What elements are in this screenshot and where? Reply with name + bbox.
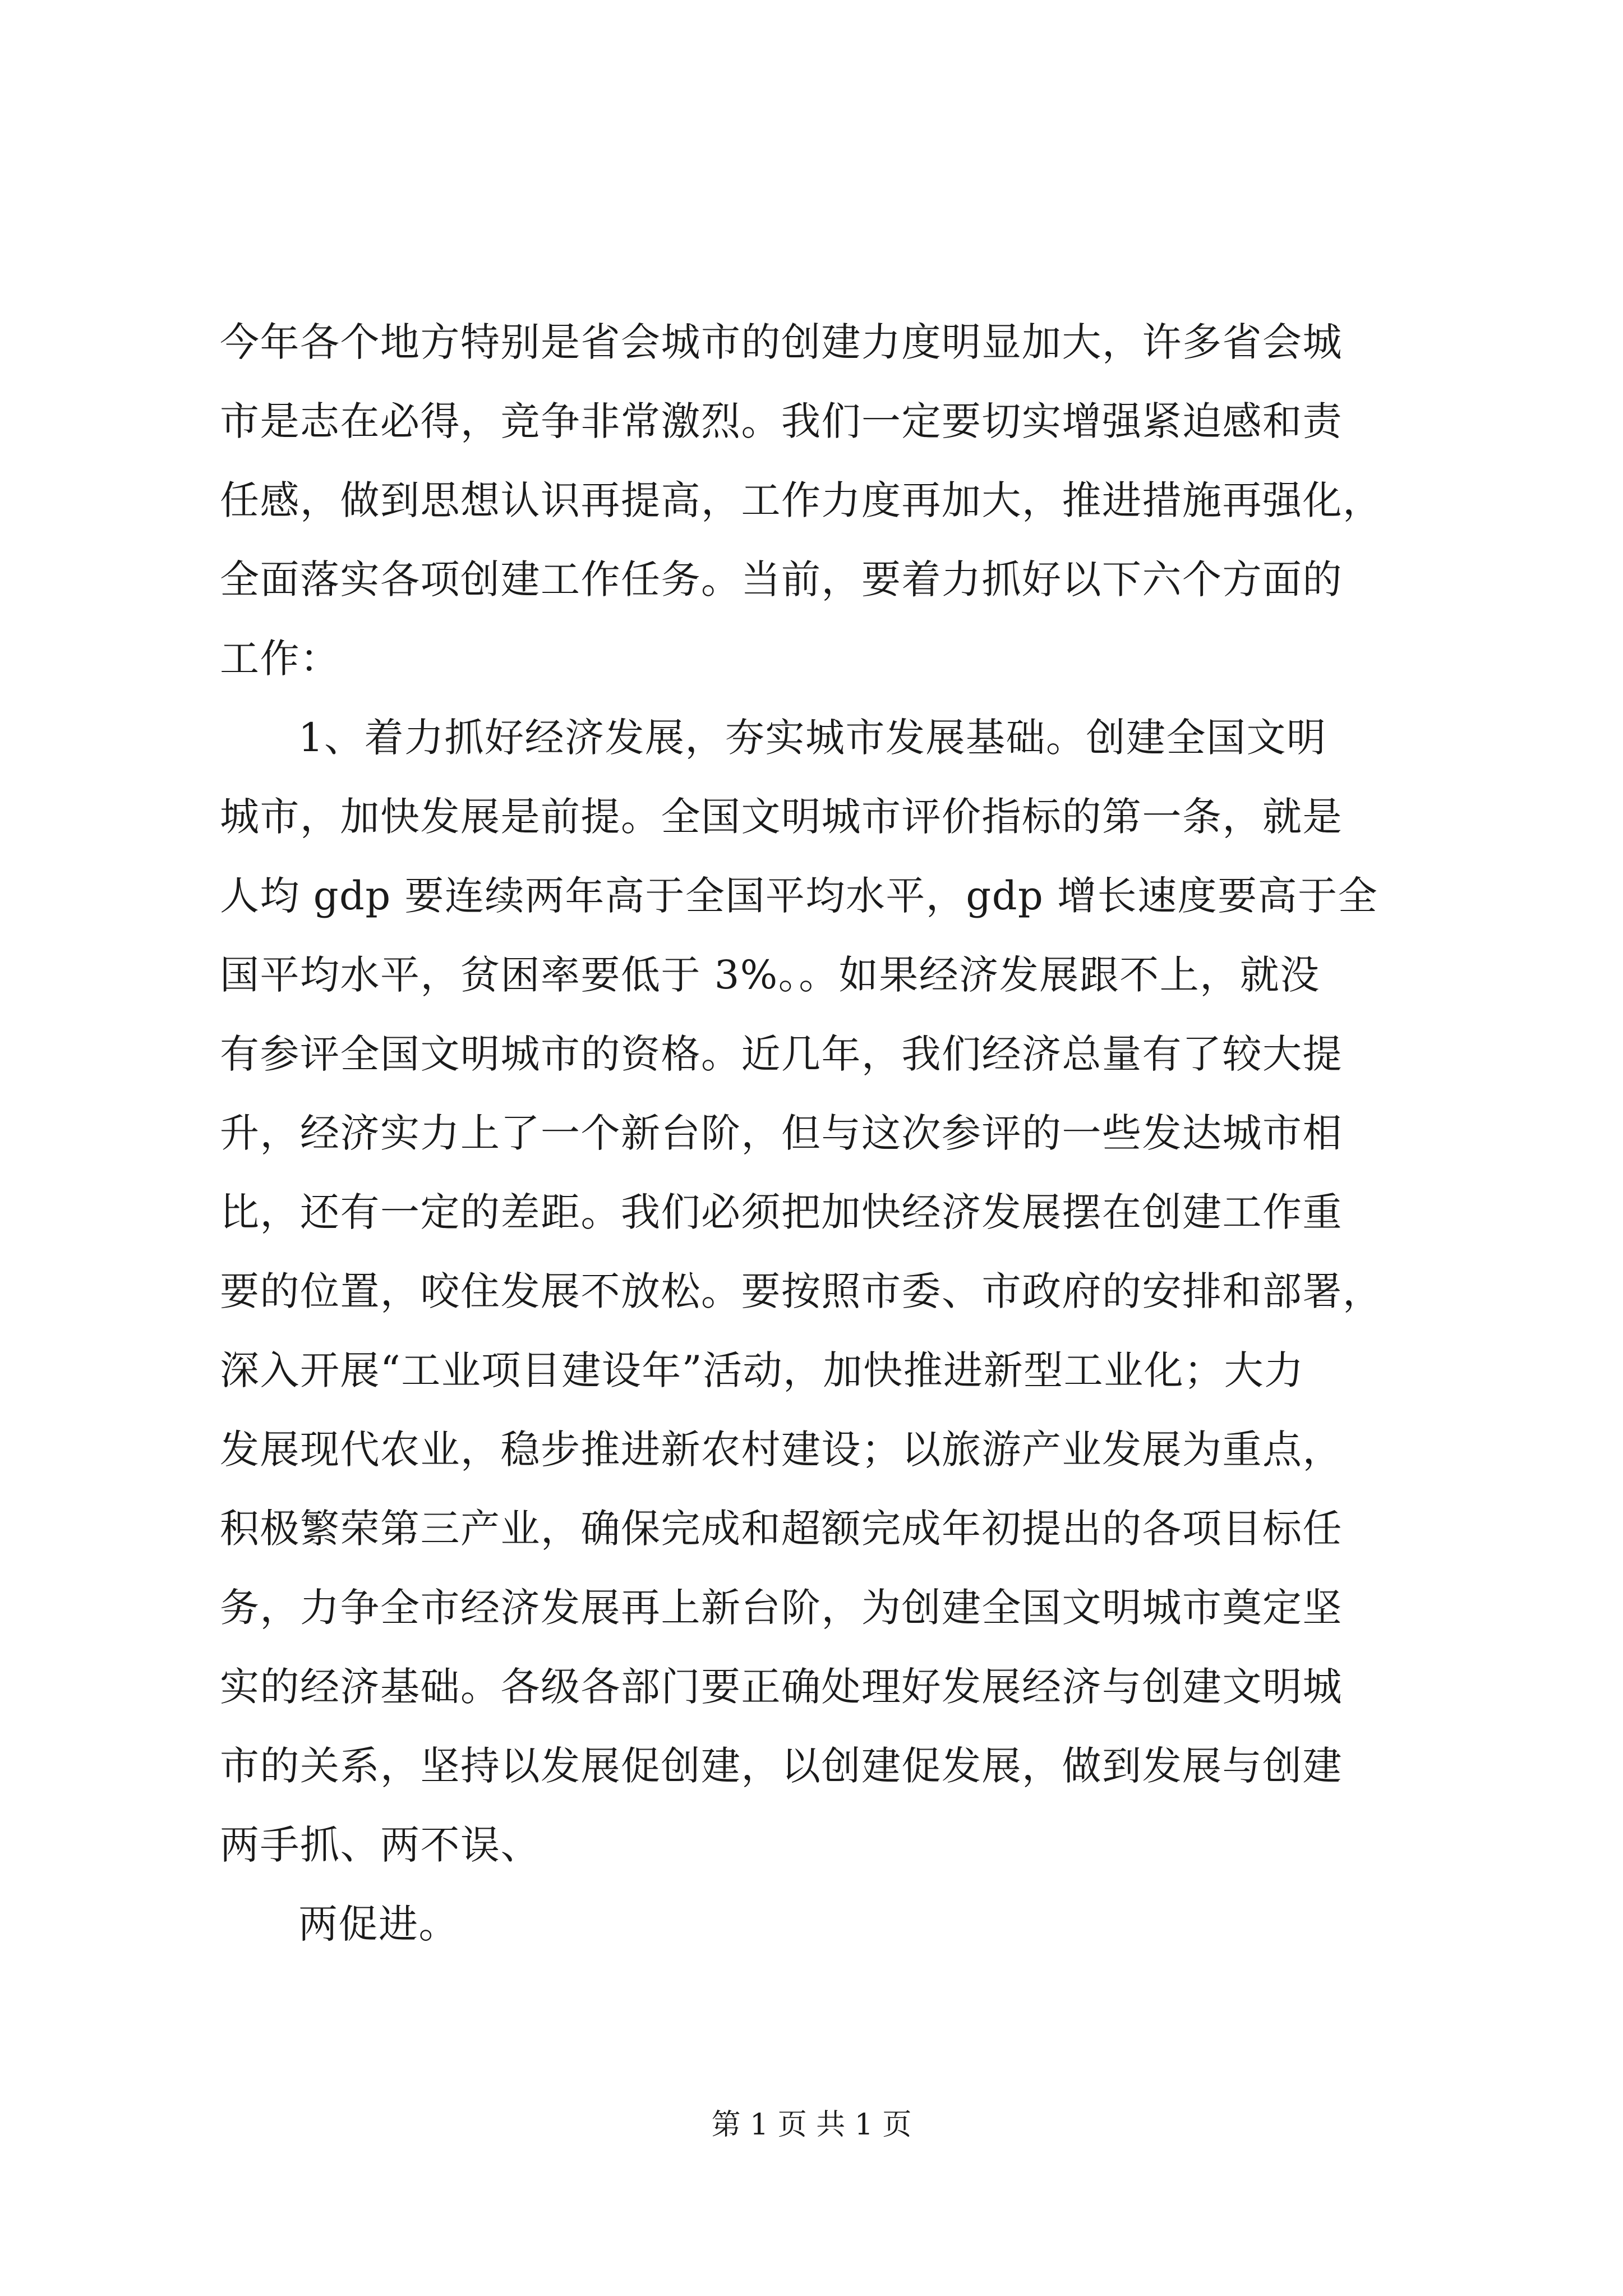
text-line: 两手抓、两不误、 [220, 1822, 541, 1868]
paragraph-start-line: 两促进。 [298, 1901, 459, 1947]
text-line: 市的关系，坚持以发展促创建，以创建促发展，做到发展与创建 [220, 1743, 1343, 1789]
text-line: 发展现代农业，稳步推进新农村建设；以旅游产业发展为重点， [220, 1427, 1343, 1473]
page-footer: 第 1 页 共 1 页 [711, 2108, 912, 2142]
text-line: 积极繁荣第三产业，确保完成和超额完成年初提出的各项目标任 [220, 1506, 1343, 1552]
text-line: 任感，做到思想认识再提高，工作力度再加大，推进措施再强化， [220, 477, 1383, 523]
text-line: 工作： [220, 636, 340, 682]
text-line: 比，还有一定的差距。我们必须把加快经济发展摆在创建工作重 [220, 1189, 1343, 1235]
text-line: 有参评全国文明城市的资格。近几年，我们经济总量有了较大提 [220, 1031, 1343, 1077]
text-line: 升，经济实力上了一个新台阶，但与这次参评的一些发达城市相 [220, 1110, 1343, 1156]
text-line: 务，力争全市经济发展再上新台阶，为创建全国文明城市奠定坚 [220, 1585, 1343, 1631]
text-line: 要的位置，咬住发展不放松。要按照市委、市政府的安排和部署， [220, 1268, 1383, 1314]
text-line: 人均 gdp 要连续两年高于全国平均水平，gdp 增长速度要高于全 [220, 873, 1378, 919]
text-line: 实的经济基础。各级各部门要正确处理好发展经济与创建文明城 [220, 1664, 1343, 1710]
paragraph-start-line: 1、着力抓好经济发展，夯实城市发展基础。创建全国文明 [298, 715, 1327, 761]
text-line: 今年各个地方特别是省会城市的创建力度明显加大，许多省会城 [220, 319, 1343, 365]
text-line: 市是志在必得，竞争非常激烈。我们一定要切实增强紧迫感和责 [220, 398, 1343, 444]
document-body [220, 303, 1420, 1964]
text-line: 国平均水平，贫困率要低于 3%。。如果经济发展跟不上，就没 [220, 952, 1320, 998]
text-line: 城市，加快发展是前提。全国文明城市评价指标的第一条，就是 [220, 794, 1343, 840]
text-line: 全面落实各项创建工作任务。当前，要着力抓好以下六个方面的 [220, 556, 1343, 602]
text-line: 深入开展“工业项目建设年”活动，加快推进新型工业化；大力 [220, 1347, 1304, 1393]
